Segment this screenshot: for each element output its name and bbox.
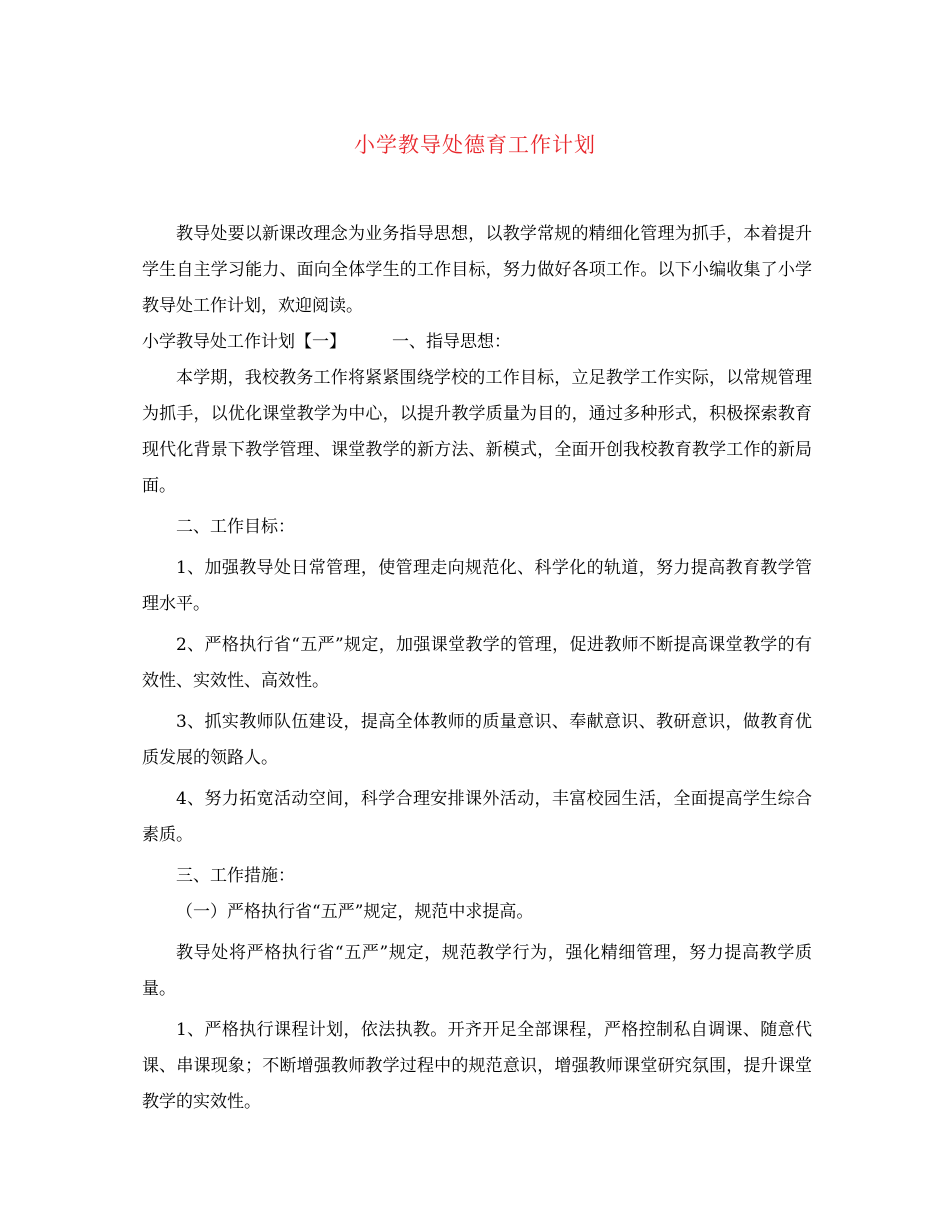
section3-heading: 三、工作措施： bbox=[176, 866, 295, 886]
section1-heading: 一、指导思想： bbox=[392, 332, 511, 352]
intro-paragraph: 教导处要以新课改理念为业务指导思想，以教学常规的精细化管理为抓手，本着提升学生自主学习能力、面向全体学生的工作目标，努力做好各项工作。以下小编收集了小学教导处工作计划，欢迎阅读。 bbox=[142, 224, 812, 316]
goal-item: 3、抓实教师队伍建设，提高全体教师的质量意识、奉献意识、教研意识，做教育优质发展的领路人。 bbox=[142, 712, 812, 768]
measure1-heading: （一）严格执行省“五严”规定，规范中求提高。 bbox=[176, 902, 534, 922]
plan-heading: 小学教导处工作计划【一】 bbox=[142, 332, 346, 352]
section2-heading: 二、工作目标： bbox=[176, 517, 295, 537]
goal-item: 4、努力拓宽活动空间，科学合理安排课外活动，丰富校园生活，全面提高学生综合素质。 bbox=[142, 789, 812, 845]
measure1-item: 1、严格执行课程计划，依法执教。开齐开足全部课程，严格控制私自调课、随意代课、串课现象；不断增强教师教学过程中的规范意识，增强教师课堂研究氛围，提升课堂教学的实效性。 bbox=[142, 1020, 812, 1112]
document-body bbox=[142, 216, 812, 1120]
goal-item: 1、加强教导处日常管理，使管理走向规范化、科学化的轨道，努力提高教育教学管理水平。 bbox=[142, 558, 812, 614]
plan-heading-line bbox=[142, 324, 812, 360]
section1-paragraph: 本学期，我校教务工作将紧紧围绕学校的工作目标，立足教学工作实际，以常规管理为抓手，以优化课堂教学为中心，以提升教学质量为目的，通过多种形式，积极探索教育现代化背景下教学管理、课堂教学的新方法、新模式，全面开创我校教育教学工作的新局面。 bbox=[142, 368, 812, 496]
goal-item: 2、严格执行省“五严”规定，加强课堂教学的管理，促进教师不断提高课堂教学的有效性、实效性、高效性。 bbox=[142, 635, 812, 691]
document-title: 小学教导处德育工作计划 bbox=[354, 133, 596, 157]
measure1-paragraph: 教导处将严格执行省“五严”规定，规范教学行为，强化精细管理，努力提高教学质量。 bbox=[142, 943, 812, 999]
